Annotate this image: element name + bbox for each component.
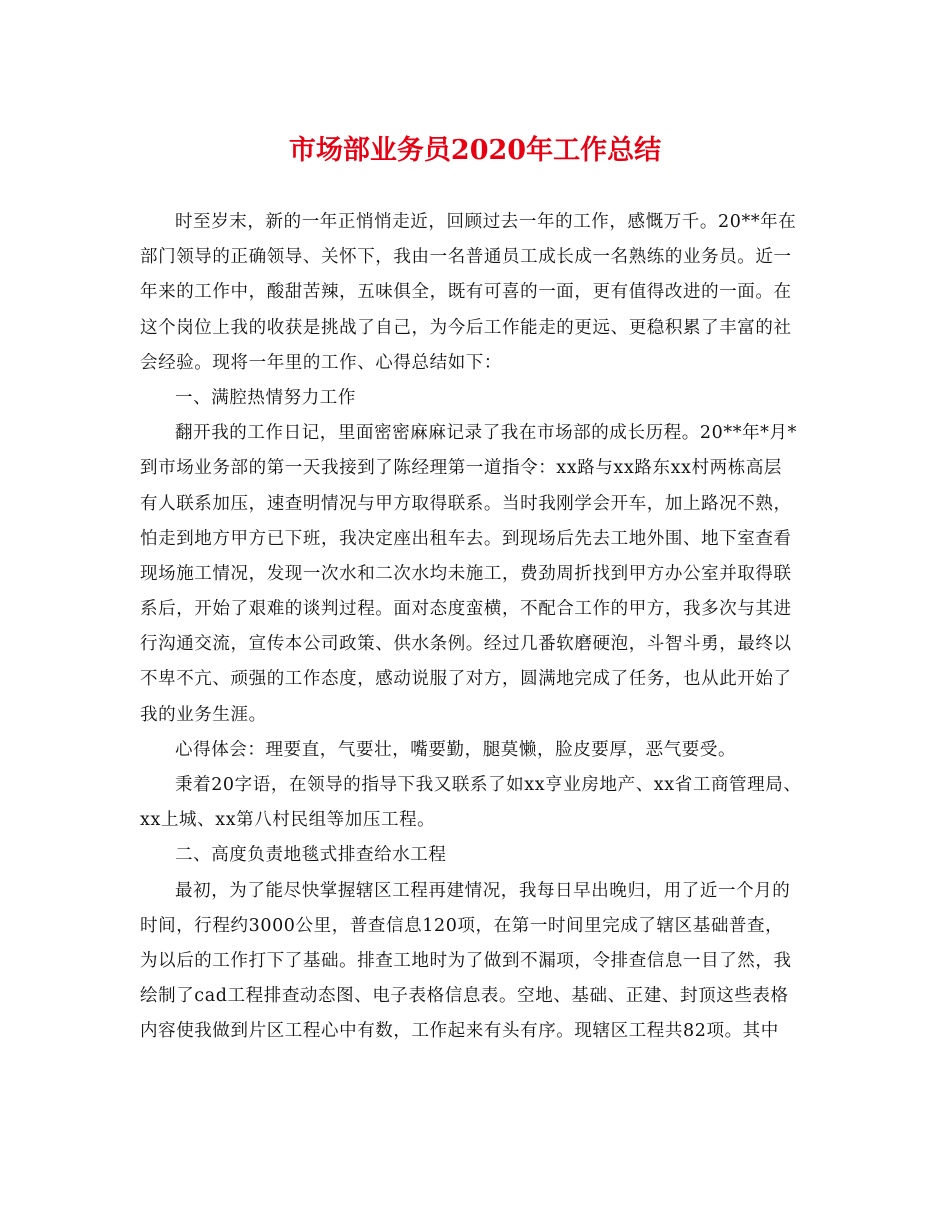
paragraph-line: 时间，行程约3000公里，普查信息120项，在第一时间里完成了辖区基础普查， bbox=[140, 915, 784, 936]
paragraph-line: 这个岗位上我的收获是挑战了自己，为今后工作能走的更远、更稳积累了丰富的社 bbox=[140, 317, 792, 338]
paragraph-line: 我的业务生涯。 bbox=[140, 704, 267, 725]
paragraph-line: 不卑不亢、顽强的工作态度，感动说服了对方，圆满地完成了任务，也从此开始了 bbox=[140, 669, 792, 690]
paragraph-line: 翻开我的工作日记，里面密密麻麻记录了我在市场部的成长历程。20**年*月* bbox=[175, 423, 797, 444]
paragraph-line: 内容使我做到片区工程心中有数，工作起来有头有序。现辖区工程共82项。其中 bbox=[140, 1021, 779, 1042]
paragraph-line: 年来的工作中，酸甜苦辣，五味俱全，既有可喜的一面，更有值得改进的一面。在 bbox=[140, 282, 792, 303]
paragraph-line: xx上城、xx第八村民组等加压工程。 bbox=[140, 810, 436, 831]
paragraph-line: 有人联系加压，速查明情况与甲方取得联系。当时我刚学会开车，加上路况不熟， bbox=[140, 493, 792, 514]
paragraph-line: 时至岁末，新的一年正悄悄走近，回顾过去一年的工作，感慨万千。20**年在 bbox=[175, 212, 797, 232]
section-heading: 二、高度负责地毯式排查给水工程 bbox=[175, 845, 447, 866]
paragraph-line: 为以后的工作打下了基础。排查工地时为了做到不漏项，令排查信息一目了然，我 bbox=[140, 950, 792, 971]
paragraph-line: 部门领导的正确领导、关怀下，我由一名普通员工成长成一名熟练的业务员。近一 bbox=[140, 247, 792, 268]
paragraph-line: 到市场业务部的第一天我接到了陈经理第一道指令：xx路与xx路东xx村两栋高层 bbox=[140, 458, 783, 479]
paragraph-line: 怕走到地方甲方已下班，我决定座出租车去。到现场后先去工地外围、地下室查看 bbox=[140, 528, 792, 549]
paragraph-line: 会经验。现将一年里的工作、心得总结如下： bbox=[140, 352, 502, 373]
paragraph-line: 心得体会：理要直，气要壮，嘴要勤，腿莫懒，脸皮要厚，恶气要受。 bbox=[175, 739, 737, 760]
document-body bbox=[140, 205, 820, 1050]
paragraph-line: 秉着20字语，在领导的指导下我又联系了如xx亨业房地产、xx省工商管理局、 bbox=[175, 775, 802, 795]
document-title: 市场部业务员2020年工作总结 bbox=[288, 135, 662, 166]
paragraph-line: 系后，开始了艰难的谈判过程。面对态度蛮横，不配合工作的甲方，我多次与其进 bbox=[140, 599, 792, 620]
paragraph-line: 绘制了cad工程排查动态图、电子表格信息表。空地、基础、正建、封顶这些表格 bbox=[140, 986, 789, 1007]
paragraph-line: 最初，为了能尽快掌握辖区工程再建情况，我每日早出晚归，用了近一个月的 bbox=[175, 880, 791, 901]
paragraph-line: 现场施工情况，发现一次水和二次水均未施工，费劲周折找到甲方办公室并取得联 bbox=[140, 563, 792, 584]
section-heading: 一、满腔热情努力工作 bbox=[175, 387, 356, 408]
paragraph-line: 行沟通交流，宣传本公司政策、供水条例。经过几番软磨硬泡，斗智斗勇，最终以 bbox=[140, 634, 792, 655]
